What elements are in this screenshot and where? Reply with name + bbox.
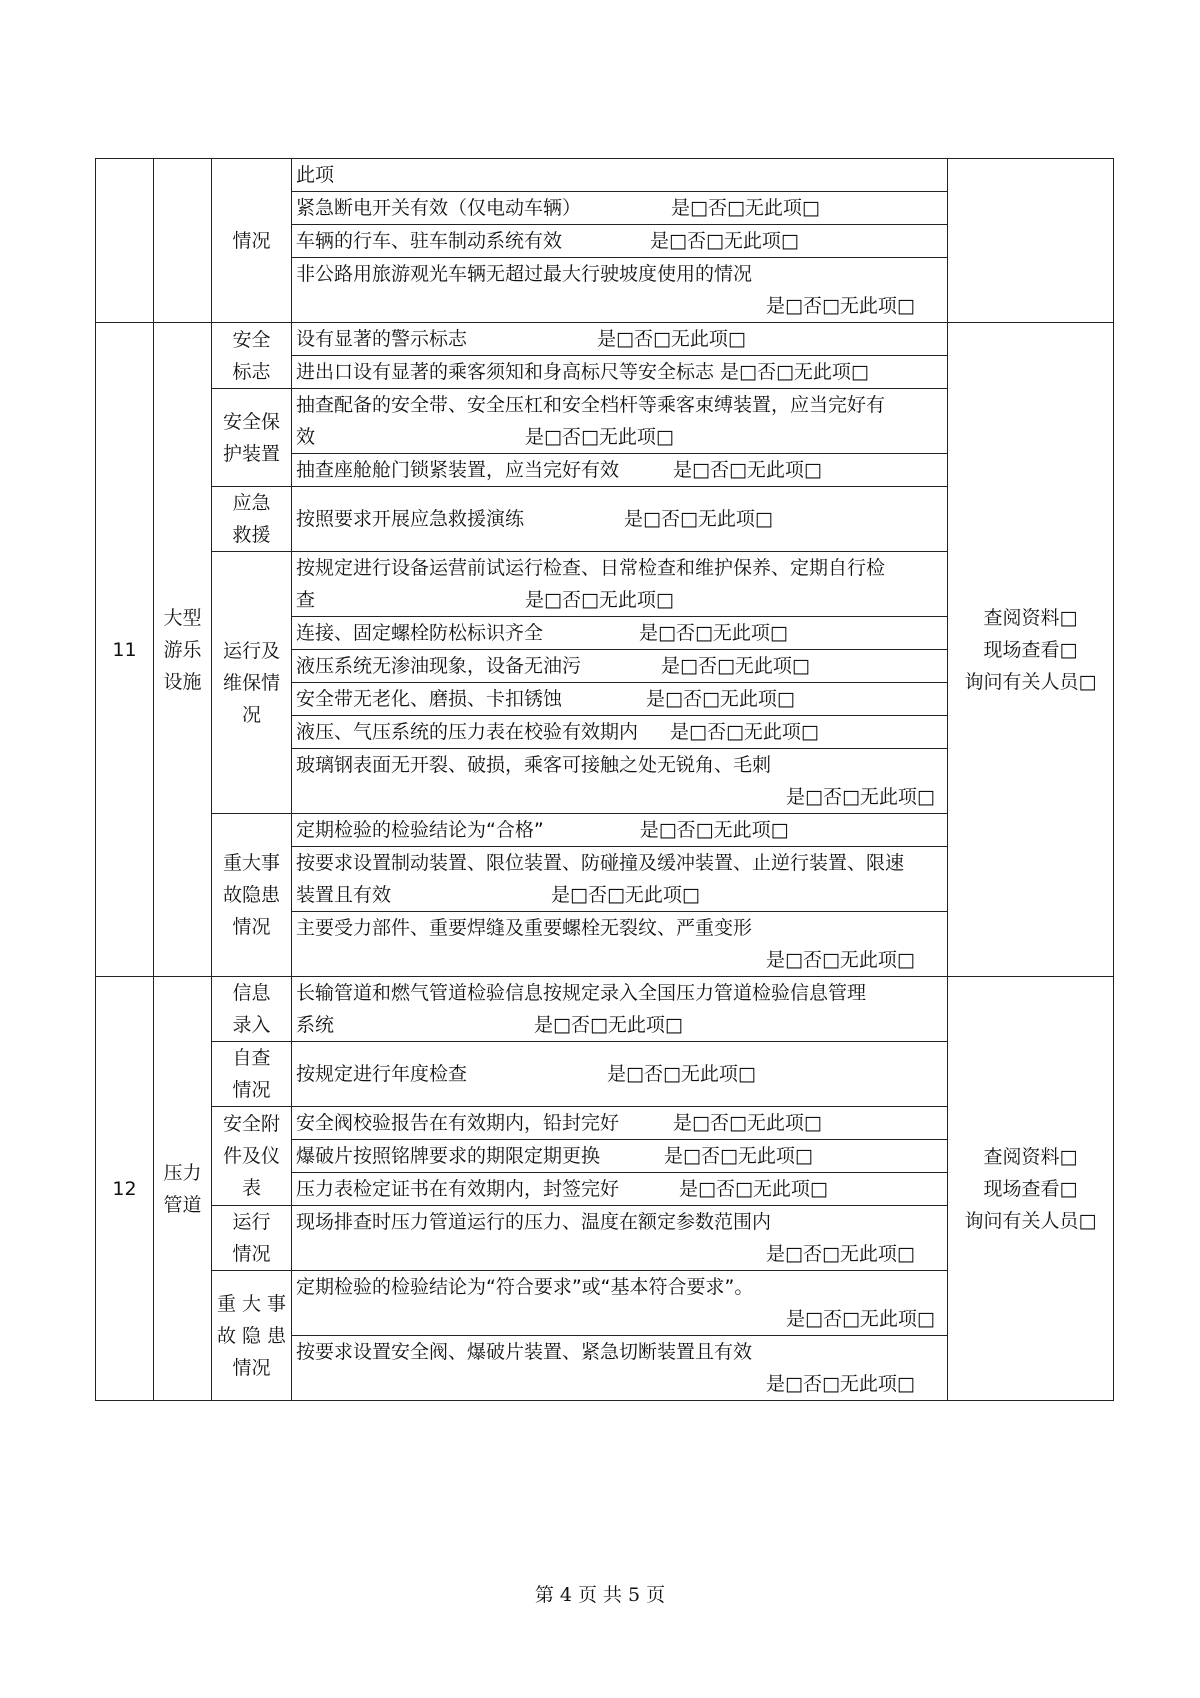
- check-item[interactable]: 非公路用旅游观光车辆无超过最大行驶坡度使用的情况 是□否□无此项□: [292, 258, 948, 323]
- check-item[interactable]: 按规定进行年度检查 是□否□无此项□: [292, 1042, 948, 1107]
- check-item[interactable]: 按要求设置安全阀、爆破片装置、紧急切断装置且有效 是□否□无此项□: [292, 1336, 948, 1401]
- check-item[interactable]: 设有显著的警示标志 是□否□无此项□: [292, 323, 948, 356]
- category-self-check: 自查 情况: [212, 1042, 292, 1107]
- check-item[interactable]: 按照要求开展应急救援演练 是□否□无此项□: [292, 487, 948, 552]
- check-item[interactable]: 抽查配备的安全带、安全压杠和安全档杆等乘客束缚装置，应当完好有 效 是□否□无此项□: [292, 389, 948, 454]
- check-item[interactable]: 压力表检定证书在有效期内，封签完好 是□否□无此项□: [292, 1173, 948, 1206]
- check-item: 此项: [292, 159, 948, 192]
- row-number: 11: [96, 323, 154, 977]
- category-safety-sign: 安全 标志: [212, 323, 292, 389]
- check-item[interactable]: 长输管道和燃气管道检验信息按规定录入全国压力管道检验信息管理 系统 是□否□无此项□: [292, 977, 948, 1042]
- check-item[interactable]: 液压系统无渗油现象，设备无油污 是□否□无此项□: [292, 650, 948, 683]
- category-protection: 安全保 护装置: [212, 389, 292, 487]
- check-item[interactable]: 进出口设有显著的乘客须知和身高标尺等安全标志 是□否□无此项□: [292, 356, 948, 389]
- check-item[interactable]: 液压、气压系统的压力表在校验有效期内 是□否□无此项□: [292, 716, 948, 749]
- check-item[interactable]: 主要受力部件、重要焊缝及重要螺栓无裂纹、严重变形 是□否□无此项□: [292, 912, 948, 977]
- cont-num-cell: [96, 159, 154, 323]
- cont-method-cell: [948, 159, 1114, 323]
- check-item[interactable]: 现场排查时压力管道运行的压力、温度在额定参数范围内 是□否□无此项□: [292, 1206, 948, 1271]
- equipment-name: 压力 管道: [154, 977, 212, 1401]
- check-item[interactable]: 按规定进行设备运营前试运行检查、日常检查和维护保养、定期自行检 查 是□否□无此项□: [292, 552, 948, 617]
- check-item[interactable]: 定期检验的检验结论为“符合要求”或“基本符合要求”。 是□否□无此项□: [292, 1271, 948, 1336]
- check-item[interactable]: 车辆的行车、驻车制动系统有效 是□否□无此项□: [292, 225, 948, 258]
- check-item[interactable]: 定期检验的检验结论为“合格” 是□否□无此项□: [292, 814, 948, 847]
- cont-category: 情况: [212, 159, 292, 323]
- category-major-hazard: 重大事 故隐患 情况: [212, 814, 292, 977]
- check-item[interactable]: 安全阀校验报告在有效期内，铅封完好 是□否□无此项□: [292, 1107, 948, 1140]
- category-info-entry: 信息 录入: [212, 977, 292, 1042]
- category-emergency: 应急 救援: [212, 487, 292, 552]
- check-item[interactable]: 抽查座舱舱门锁紧装置，应当完好有效 是□否□无此项□: [292, 454, 948, 487]
- check-item[interactable]: 安全带无老化、磨损、卡扣锈蚀 是□否□无此项□: [292, 683, 948, 716]
- check-method[interactable]: 查阅资料□ 现场查看□ 询问有关人员□: [948, 323, 1114, 977]
- page-footer: 第 4 页 共 5 页: [534, 1584, 666, 1606]
- cont-equip-cell: [154, 159, 212, 323]
- check-item[interactable]: 爆破片按照铭牌要求的期限定期更换 是□否□无此项□: [292, 1140, 948, 1173]
- check-item[interactable]: 按要求设置制动装置、限位装置、防碰撞及缓冲装置、止逆行装置、限速 装置且有效 是□否□无此项□: [292, 847, 948, 912]
- category-operation: 运行 情况: [212, 1206, 292, 1271]
- check-item[interactable]: 玻璃钢表面无开裂、破损，乘客可接触之处无锐角、毛刺 是□否□无此项□: [292, 749, 948, 814]
- category-operation: 运行及 维保情 况: [212, 552, 292, 814]
- inspection-table: [95, 158, 1114, 1401]
- check-item[interactable]: 连接、固定螺栓防松标识齐全 是□否□无此项□: [292, 617, 948, 650]
- category-safety-accessories: 安全附 件及仪 表: [212, 1107, 292, 1206]
- check-item[interactable]: 紧急断电开关有效（仅电动车辆） 是□否□无此项□: [292, 192, 948, 225]
- check-method[interactable]: 查阅资料□ 现场查看□ 询问有关人员□: [948, 977, 1114, 1401]
- equipment-name: 大型 游乐 设施: [154, 323, 212, 977]
- category-major-hazard: 重 大 事 故 隐 患 情况: [212, 1271, 292, 1401]
- row-number: 12: [96, 977, 154, 1401]
